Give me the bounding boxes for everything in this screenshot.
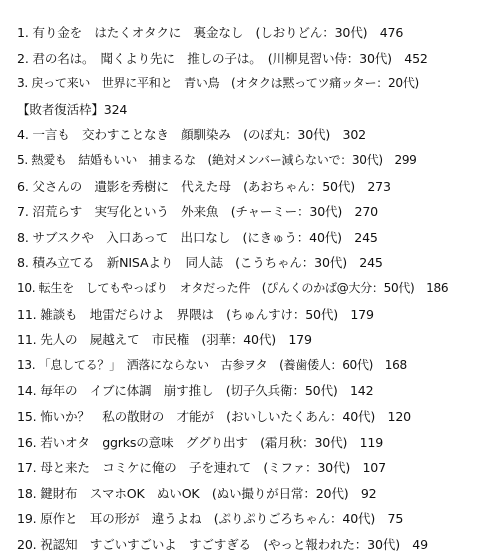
ranking-entry-16: 16. 若いオタ ggrksの意味 ググり出す (霜月秋：30代) 119 [17,434,384,450]
ranking-entry-3: 3. 戻って来い 世界に平和と 青い鳥 (オタクは黙ってツ痛ッター：20代) [17,76,419,91]
ranking-entry-7: 7. 沼荒らす 実写化という 外来魚 (チャーミー：30代) 270 [17,204,378,220]
ranking-entry-11b: 11. 先人の 屍越えて 市民権 (羽華：40代) 179 [17,332,312,348]
ranking-entry-20: 20. 祝認知 すごいすごいよ すごすぎる (やっと報われた：30代) 49 [17,536,428,552]
ranking-entry-10: 10. 転生を してもやっぱり オタだった件 (ぴんくのかば@大分：50代) 186 [17,280,449,295]
ranking-entry-17: 17. 母と来た コミケに俺の 子を連れて (ミファ：30代) 107 [17,460,386,476]
ranking-entry-6: 6. 父さんの 遺影を秀樹に 代えた母 (あおちゃん：50代) 273 [17,178,391,194]
ranking-entry-14: 14. 毎年の イブに体調 崩す推し (切子久兵衛：50代) 142 [17,383,374,399]
ranking-entry-1: 1. 有り金を はたくオタクに 裏金なし (しおりどん：30代) 476 [17,25,404,40]
ranking-entry-13: 13. 「息してる？」 洒落にならない 古参ヲタ (養歯倭人：60代) 168 [17,357,407,372]
ranking-entry-8a: 8. サブスクや 入口あって 出口なし (にきゅう：40代) 245 [17,229,378,245]
ranking-entry-11a: 11. 雑談も 地雷だらけよ 界隈は (ちゅんすけ：50代) 179 [17,306,374,322]
ranking-entry-19: 19. 原作と 耳の形が 違うよね (ぷりぷりごろちゃん：40代) 75 [17,511,404,527]
ranking-entry-15: 15. 怖いか？ 私の散財の 才能が (おいしいたくあん：40代) 120 [17,408,411,424]
ranking-entry-5: 5. 熱愛も 結婚もいい 捕まるな (絶対メンバー減らないで：30代) 299 [17,152,417,167]
ranking-entry-3-score: 【敗者復活枠】324 [17,101,128,117]
ranking-entry-2: 2. 君の名は。 聞くより先に 推しの子は。 (川柳見習い侍：30代) 452 [17,50,428,66]
ranking-entry-4: 4. 一言も 交わすことなき 顔馴染み (のぽ丸：30代) 302 [17,127,366,143]
ranking-entry-18: 18. 鍵財布 スマホOK ぬいOK (ぬい撮りが日常：20代) 92 [17,485,377,501]
ranking-entry-8b: 8. 積み立てる 新NISAより 同人誌 (こうちゃん：30代) 245 [17,255,383,271]
